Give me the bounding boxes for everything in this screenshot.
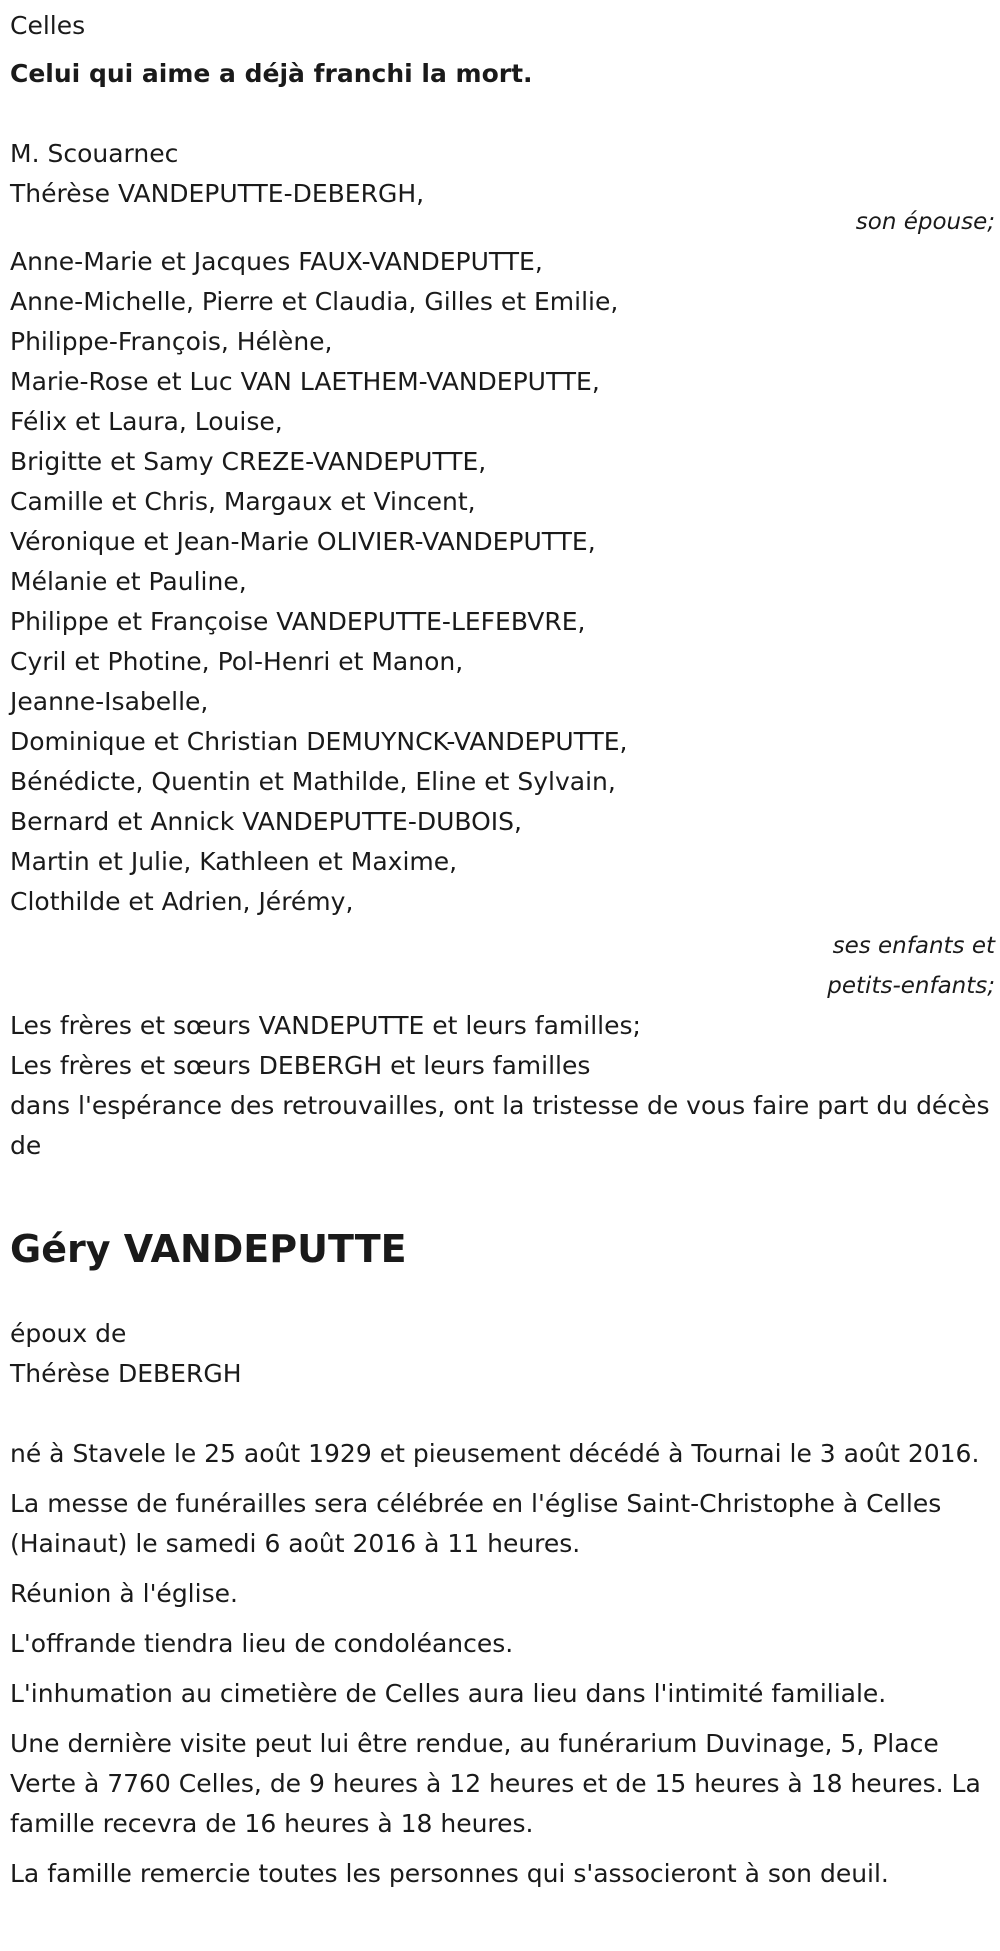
visitation-info: Une dernière visite peut lui être rendue, au funérarium Duvinage, 5, Place Verte à 7760 Celles, de 9 heures à 12 heures et de 15 heures à 18 heures. La famille recevra de 16 heures à 18 heures. <box>10 1729 981 1838</box>
family-intro: M. Scouarnec <box>10 139 179 168</box>
spouse-label: époux de <box>10 1319 127 1348</box>
burial-info: L'inhumation au cimetière de Celles aura lieu dans l'intimité familiale. <box>10 1679 887 1708</box>
spouse-role: son épouse; <box>855 209 995 235</box>
family-line: Clothilde et Adrien, Jérémy, <box>10 887 354 916</box>
family-line: Camille et Chris, Margaux et Vincent, <box>10 487 476 516</box>
thanks-info: La famille remercie toutes les personnes qui s'associeront à son deuil. <box>10 1859 889 1888</box>
family-line: Anne-Michelle, Pierre et Claudia, Gilles et Emilie, <box>10 287 619 316</box>
spouse-line: Thérèse VANDEPUTTE-DEBERGH, <box>10 179 425 208</box>
family-line: Bernard et Annick VANDEPUTTE-DUBOIS, <box>10 807 522 836</box>
siblings-line: Les frères et sœurs VANDEPUTTE et leurs familles; <box>10 1011 641 1040</box>
family-line: Marie-Rose et Luc VAN LAETHEM-VANDEPUTTE, <box>10 367 600 396</box>
funeral-mass-info: La messe de funérailles sera célébrée en l'église Saint-Christophe à Celles (Hainaut) le samedi 6 août 2016 à 11 heures. <box>10 1489 942 1558</box>
family-line: Jeanne-Isabelle, <box>10 687 209 716</box>
family-line: Mélanie et Pauline, <box>10 567 247 596</box>
place-name: Celles <box>10 11 86 40</box>
family-line: Cyril et Photine, Pol-Henri et Manon, <box>10 647 464 676</box>
obituary-notice <box>10 0 995 1894</box>
children-role-line-1: ses enfants et <box>832 933 995 959</box>
family-line: Brigitte et Samy CREZE-VANDEPUTTE, <box>10 447 487 476</box>
family-line: Martin et Julie, Kathleen et Maxime, <box>10 847 458 876</box>
children-role-line-2: petits-enfants; <box>827 973 995 999</box>
family-line: Dominique et Christian DEMUYNCK-VANDEPUTTE, <box>10 727 628 756</box>
family-line: Félix et Laura, Louise, <box>10 407 283 436</box>
announcement-text: dans l'espérance des retrouvailles, ont la tristesse de vous faire part du décès de <box>10 1091 990 1160</box>
family-line: Véronique et Jean-Marie OLIVIER-VANDEPUTTE, <box>10 527 596 556</box>
spouse-name: Thérèse DEBERGH <box>10 1359 242 1388</box>
offering-info: L'offrande tiendra lieu de condoléances. <box>10 1629 514 1658</box>
family-line: Philippe-François, Hélène, <box>10 327 333 356</box>
siblings-line: Les frères et sœurs DEBERGH et leurs familles <box>10 1051 591 1080</box>
family-line: Anne-Marie et Jacques FAUX-VANDEPUTTE, <box>10 247 543 276</box>
birth-death-info: né à Stavele le 25 août 1929 et pieusement décédé à Tournai le 3 août 2016. <box>10 1439 980 1468</box>
deceased-name: Géry VANDEPUTTE <box>10 1227 407 1271</box>
children-list <box>10 242 995 922</box>
gathering-info: Réunion à l'église. <box>10 1579 238 1608</box>
family-line: Bénédicte, Quentin et Mathilde, Eline et Sylvain, <box>10 767 616 796</box>
family-line: Philippe et Françoise VANDEPUTTE-LEFEBVRE, <box>10 607 586 636</box>
motto-quote: Celui qui aime a déjà franchi la mort. <box>10 59 533 88</box>
